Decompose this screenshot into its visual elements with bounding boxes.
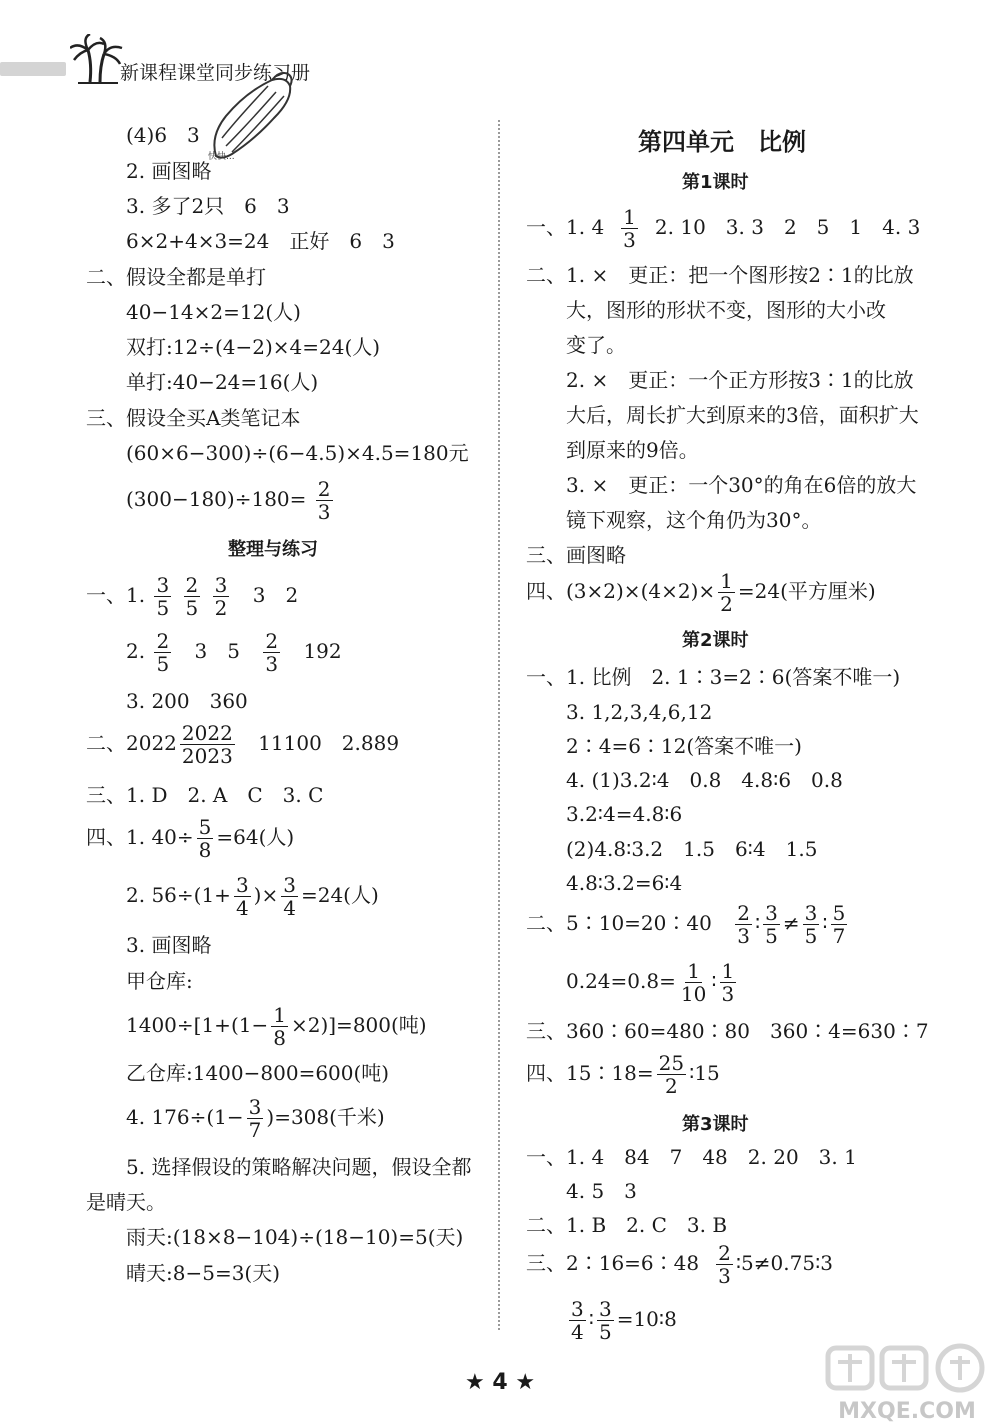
right-r13: 3. 1,2,3,4,6,12 (566, 700, 713, 724)
fraction: $\frac{1}{3}$ (721, 959, 735, 1006)
right-r11: 四、(3×2)×(4×2)× $\frac{1}{2}$ =24(平方厘米) (526, 569, 876, 616)
watermark-logo (822, 1340, 992, 1426)
fraction: $\frac{3}{5}$ (804, 901, 818, 948)
left-s2: 2. $\frac{2}{5}$ 3 5 $\frac{2}{3}$ 192 (126, 629, 342, 676)
fraction: $\frac{1}{2}$ (720, 569, 733, 616)
right-r18: 4.8∶3.2=6∶4 (566, 871, 683, 895)
left-s12: 4. 176÷(1− $\frac{3}{7}$ )=308(千米) (126, 1095, 385, 1142)
left-s9: 甲仓库: (126, 969, 193, 993)
left-line-11 (126, 478, 336, 523)
left-s15: 雨天:(18×8−104)÷(18−10)=5(天) (126, 1225, 464, 1249)
section-title-review: 整理与练习 (228, 539, 318, 560)
fraction: $\frac{3}{2}$ (214, 573, 228, 620)
right-r9: 镜下观察，这个角仍为30°。 (566, 508, 822, 532)
left-line-8: 单打:40−24=16(人) (126, 370, 319, 394)
right-r10: 三、画图略 (526, 543, 626, 567)
right-r16: 3.2∶4=4.8∶6 (566, 802, 683, 826)
right-r27: $\frac{3}{4}$ ∶ $\frac{3}{5}$ =10∶8 (571, 1297, 677, 1344)
right-r26: 三、2∶16=6∶48 $\frac{2}{3}$ ∶5≠0.75∶3 (526, 1241, 833, 1288)
left-s14: 是晴天。 (86, 1190, 166, 1214)
right-r20: 0.24=0.8= $\frac{1}{10}$ ∶ $\frac{1}{3}$ (566, 959, 735, 1006)
left-s16: 晴天:8−5=3(天) (126, 1261, 281, 1285)
left-s8: 3. 画图略 (126, 933, 212, 957)
right-r4: 变了。 (566, 333, 626, 357)
left-line-7: 双打:12÷(4−2)×4=24(人) (126, 335, 381, 359)
fraction: $\frac{2}{5}$ (185, 573, 199, 620)
left-line-3: 3. 多了2只 6 3 (126, 194, 290, 218)
right-r5: 2. × 更正：一个正方形按3∶1的比放 (566, 368, 914, 392)
column-divider (498, 120, 500, 1330)
fraction: $\frac{25}{2}$ (658, 1051, 685, 1098)
fraction: $\frac{3}{4}$ (235, 873, 249, 920)
right-r1: 一、1. 4 $\frac{1}{3}$ 2. 10 3. 3 2 5 1 4. 3 (526, 205, 921, 252)
fraction: $\frac{3}{4}$ (571, 1297, 584, 1344)
fraction: $\frac{3}{5}$ (765, 901, 778, 948)
fraction: $\frac{3}{5}$ (156, 573, 170, 620)
right-r19: 二、5∶10=20∶40 $\frac{2}{3}$ ∶ $\frac{3}{5}$ ≠ $\frac{3}{5}$ ∶ $\frac{5}{7}$ (526, 901, 846, 948)
fraction: $\frac{3}{5}$ (598, 1297, 612, 1344)
left-line-10: (60×6−300)÷(6−4.5)×4.5=180元 (126, 441, 469, 465)
text: (300−180)÷180= (126, 487, 307, 511)
fraction: $\frac{5}{8}$ (198, 815, 212, 862)
lesson-2-title: 第2课时 (682, 630, 749, 651)
right-r15: 4. (1)3.2∶4 0.8 4.8∶6 0.8 (566, 768, 843, 792)
left-s1: 一、1. $\frac{3}{5}$ $\frac{2}{5}$ $\frac{3}{2}$ 3 2 (86, 573, 299, 620)
lesson-3-title: 第3课时 (682, 1114, 749, 1135)
left-s3: 3. 200 360 (126, 689, 248, 713)
fraction: $\frac{1}{3}$ (623, 205, 636, 252)
right-r24: 4. 5 3 (566, 1179, 637, 1203)
right-r3: 大，图形的形状不变，图形的大小改 (566, 298, 886, 322)
right-r2: 二、1. × 更正：把一个图形按2∶1的比放 (526, 263, 914, 287)
left-s6: 四、1. 40÷ $\frac{5}{8}$ =64(人) (86, 815, 295, 862)
star-icon: ★ (515, 1370, 536, 1395)
left-line-5: 二、假设全都是单打 (86, 265, 266, 289)
left-line-6: 40−14×2=12(人) (126, 300, 301, 324)
right-r14: 2∶4=6∶12(答案不唯一) (566, 734, 802, 758)
fraction: $\frac{2022}{2023}$ (181, 721, 233, 768)
fraction: $\frac{2}{3}$ (718, 1241, 731, 1288)
right-r22: 四、15∶18= $\frac{25}{2}$ ∶15 (526, 1051, 720, 1098)
lesson-1-title: 第1课时 (682, 172, 749, 193)
right-r8: 3. × 更正：一个30°的角在6倍的放大 (566, 473, 917, 497)
right-r17: (2)4.8∶3.2 1.5 6∶4 1.5 (566, 837, 818, 861)
unit-title: 第四单元 比例 (638, 128, 806, 156)
right-r21: 三、360∶60=480∶80 360∶4=630∶7 (526, 1019, 929, 1043)
fraction: $\frac{2}{5}$ (156, 629, 170, 676)
fraction: $\frac{2}{3}$ (737, 901, 750, 948)
left-s10: 1400÷[1+(1− $\frac{1}{8}$ ×2)]=800(吨) (126, 1003, 427, 1050)
page-number-value: 4 (492, 1370, 508, 1395)
right-r25: 二、1. B 2. C 3. B (526, 1213, 728, 1237)
svg-text:MXQE.COM: MXQE.COM (838, 1399, 976, 1424)
left-line-4: 6×2+4×3=24 正好 6 3 (126, 229, 395, 253)
fraction: $\frac{1}{8}$ (273, 1003, 286, 1050)
left-s5: 三、1. D 2. A C 3. C (86, 783, 324, 807)
left-s13: 5. 选择假设的策略解决问题，假设全都 (126, 1155, 472, 1179)
fraction: $\frac{1}{10}$ (680, 959, 707, 1006)
fraction: $\frac{3}{7}$ (248, 1095, 262, 1142)
left-line-2: 2. 画图略 (126, 159, 212, 183)
right-r7: 到原来的9倍。 (566, 438, 699, 462)
left-s7: 2. 56÷(1+ $\frac{3}{4}$ )× $\frac{3}{4}$ =24(人) (126, 873, 379, 920)
left-s4: 二、2022 $\frac{2022}{2023}$ 11100 2.889 (86, 721, 400, 768)
fraction: $\frac{5}{7}$ (832, 901, 846, 948)
right-r12: 一、1. 比例 2. 1∶3=2∶6(答案不唯一) (526, 665, 901, 689)
small-note: 快快... (208, 152, 235, 162)
fraction: $\frac{3}{4}$ (283, 873, 296, 920)
star-icon: ★ (464, 1370, 485, 1395)
left-line-9: 三、假设全买A类笔记本 (86, 406, 301, 430)
fraction: $\frac{2}{3}$ (265, 629, 279, 676)
header-gray-bar (0, 62, 66, 76)
right-r23: 一、1. 4 84 7 48 2. 20 3. 1 (526, 1145, 857, 1169)
fraction: $\frac{2}{3}$ (317, 477, 331, 524)
left-s11: 乙仓库:1400−800=600(吨) (126, 1061, 390, 1085)
palm-tree-icon (70, 34, 124, 84)
right-r6: 大后，周长扩大到原来的3倍，面积扩大 (566, 403, 919, 427)
book-title: 新课程课堂同步练习册 (120, 62, 311, 84)
left-line-1: (4)6 3 (126, 123, 200, 147)
